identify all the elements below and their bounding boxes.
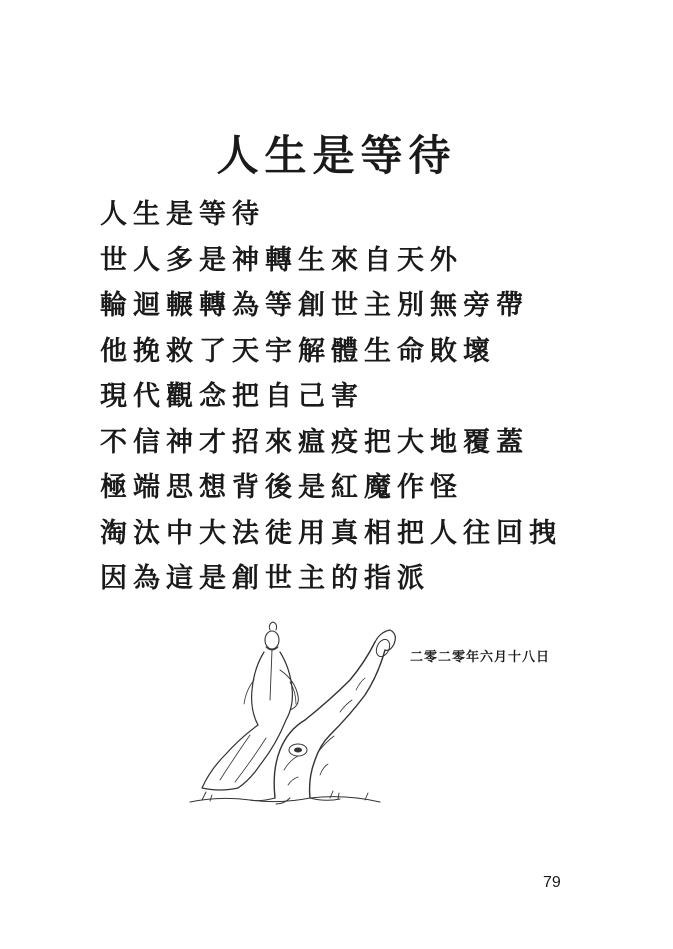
poem-date: 二零二零年六月十八日 (410, 650, 551, 665)
poem-line: 不信神才招來瘟疫把大地覆蓋 (100, 426, 529, 458)
poem-line: 他挽救了天宇解體生命敗壞 (100, 335, 496, 367)
poem-line: 人生是等待 (100, 199, 265, 230)
poem-line: 極端思想背後是紅魔作怪 (100, 472, 463, 503)
poem-line: 淘汰中大法徒用真相把人往回拽 (100, 517, 562, 549)
poem-line: 因為這是創世主的指派 (100, 563, 430, 594)
poem-line: 現代觀念把自己害 (100, 381, 364, 412)
poem-line: 世人多是神轉生來自天外 (100, 244, 463, 276)
page-number: 79 (543, 874, 561, 891)
poem-line: 輪迴輾轉為等創世主別無旁帶 (100, 290, 529, 321)
poem-title: 人生是等待 (216, 131, 457, 181)
scholar-on-tree-icon (180, 620, 410, 810)
poem-body (100, 192, 640, 602)
